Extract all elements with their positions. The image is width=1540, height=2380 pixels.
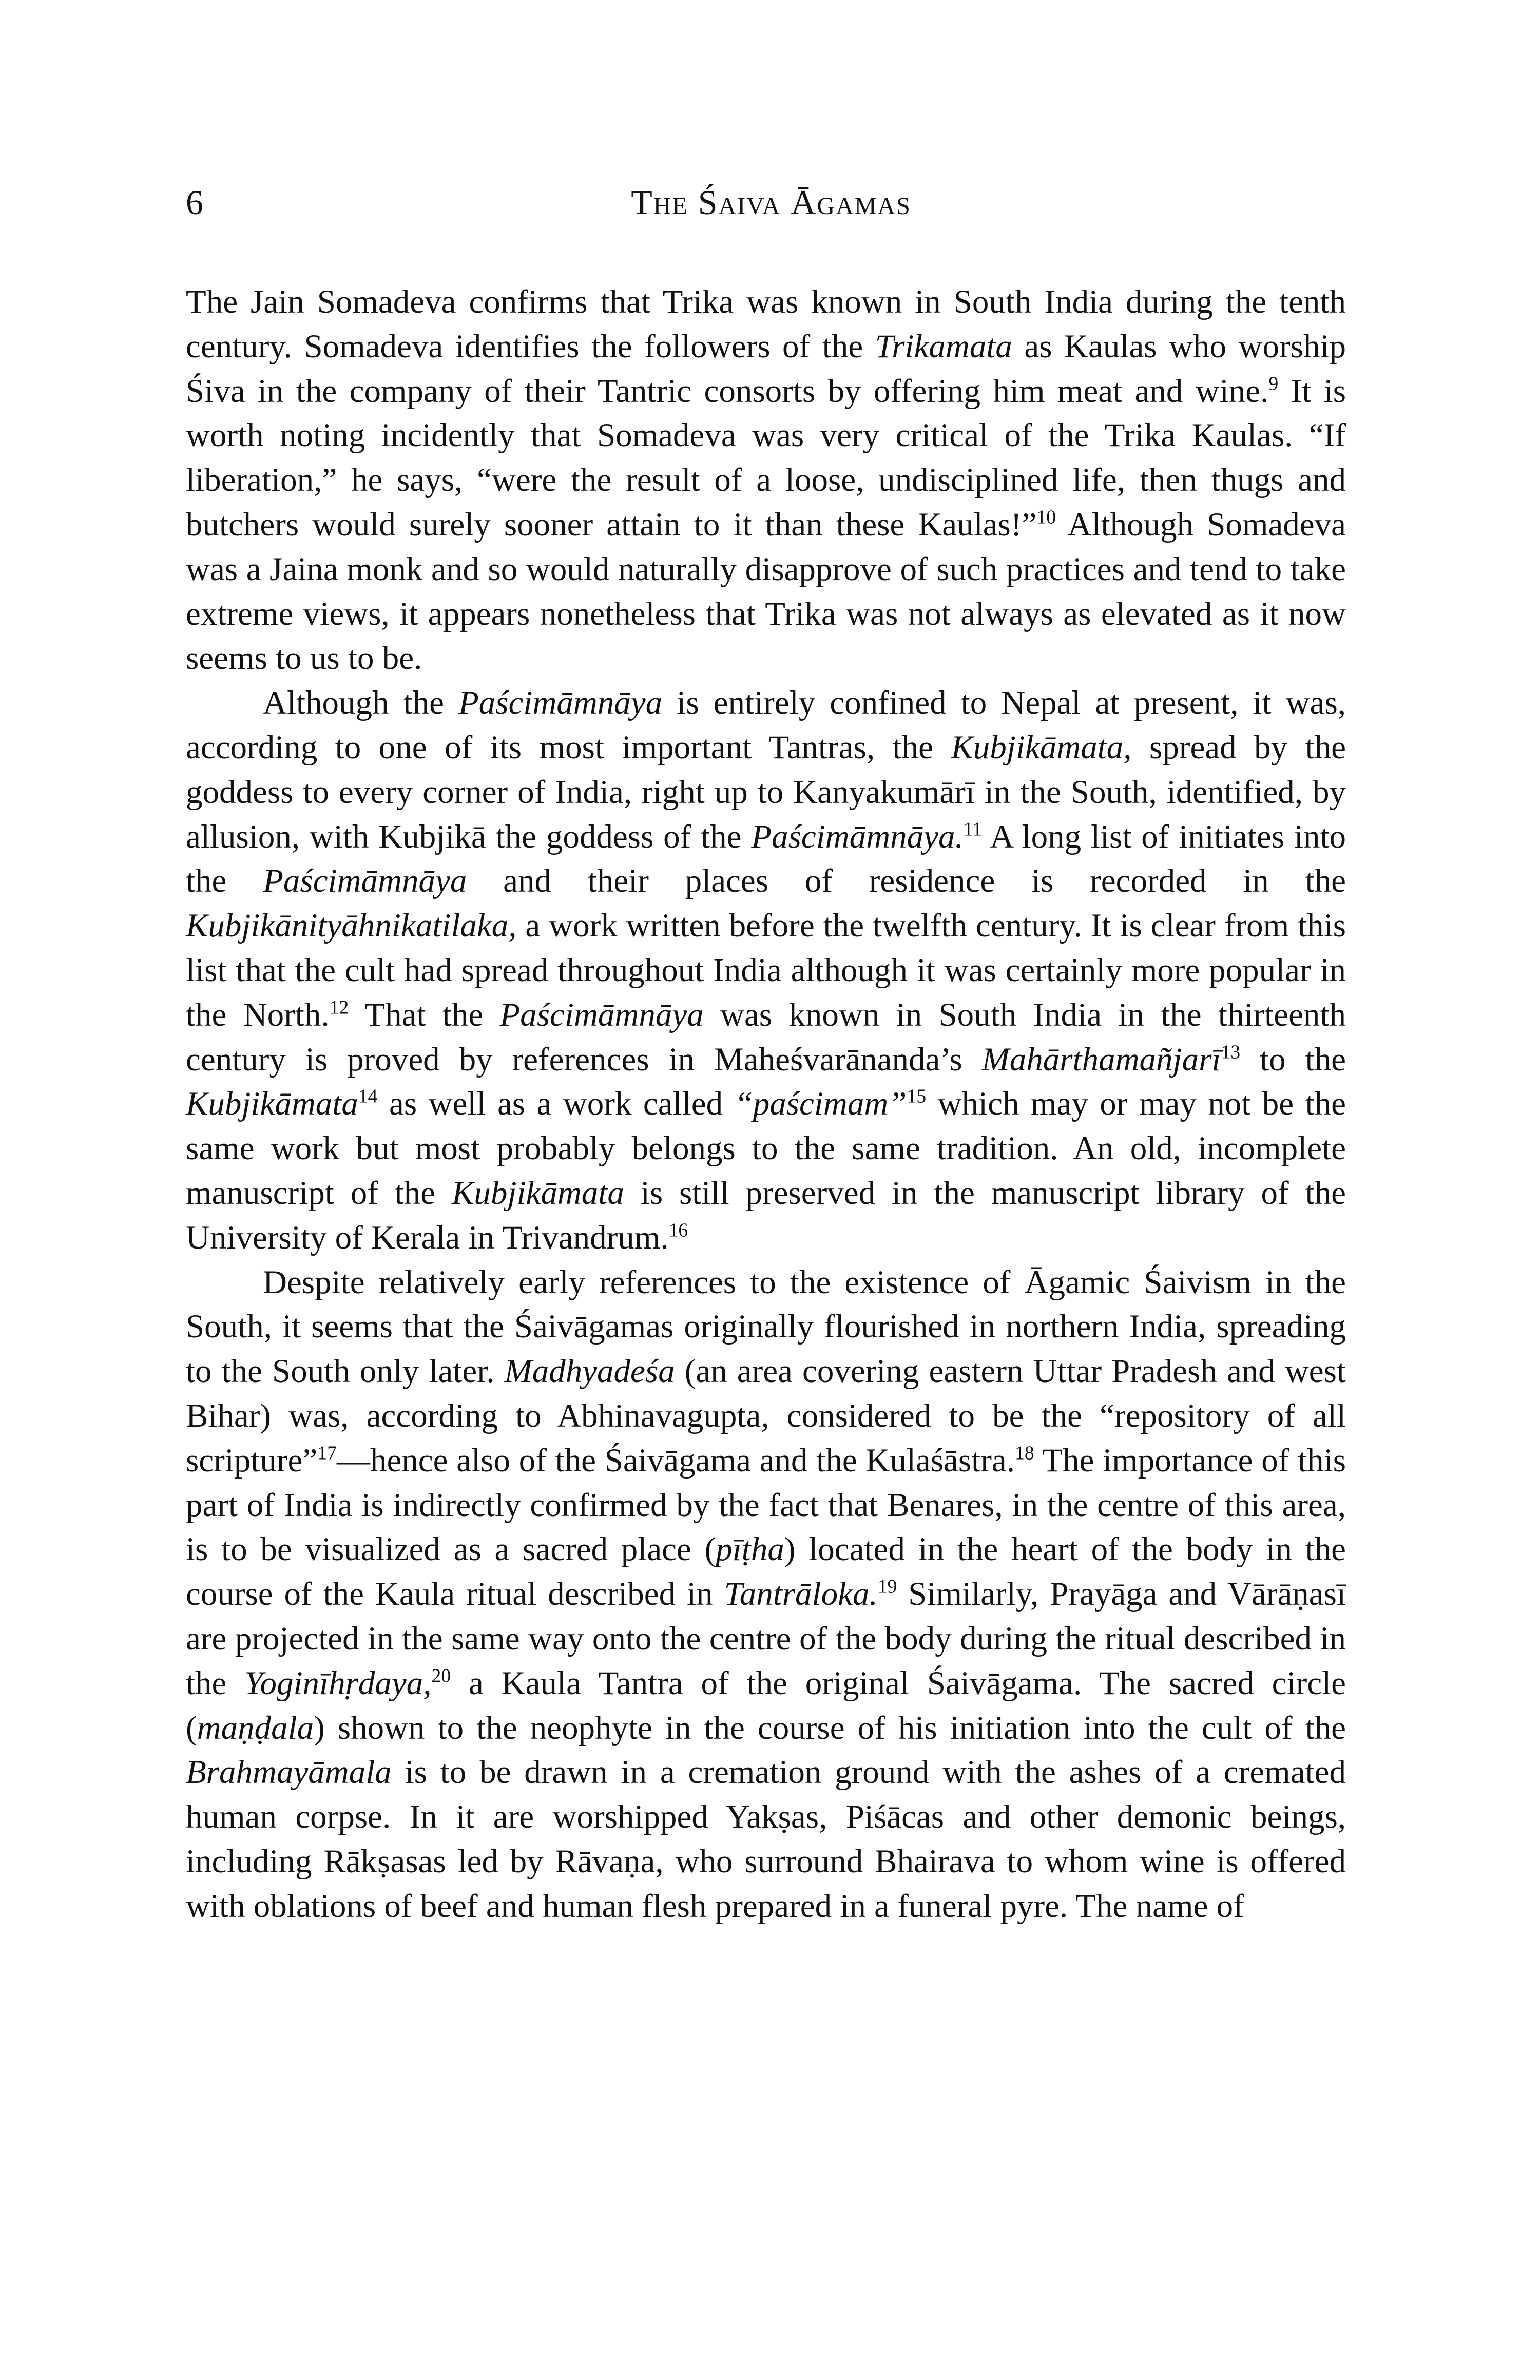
page-header bbox=[186, 185, 1356, 246]
italic-term: Kubjikāmata bbox=[186, 1085, 358, 1123]
italic-term: Kubjikāmata bbox=[452, 1174, 624, 1212]
paragraph bbox=[186, 1260, 1346, 1929]
text-run: is still preserved in the manuscript library of the University of Kerala in Trivandrum. bbox=[186, 1174, 1346, 1256]
text-run: spread by the goddess to every corner of India, right up to Kanyakumārī in the South, identified, by allusion, with Kubjikā the goddess of the bbox=[186, 728, 1346, 855]
footnote-ref: 20 bbox=[431, 1665, 451, 1687]
footnote-ref: 9 bbox=[1268, 373, 1279, 395]
running-head: The Śaiva Āgamas bbox=[631, 183, 911, 222]
text-run: A long list of initiates into the bbox=[186, 818, 1346, 900]
text-run: a work written before the twelfth century. It is clear from this list that the cult had spread throughout India although it was certainly more popular in the North. bbox=[186, 907, 1346, 1033]
text-run: That the bbox=[349, 996, 500, 1033]
footnote-ref: 14 bbox=[358, 1085, 378, 1107]
footnote-ref: 18 bbox=[1015, 1442, 1034, 1464]
text-run: The importance of this part of India is indirectly confirmed by the fact that Benares, in the centre of this area, is to be visualized as a sacred place ( bbox=[186, 1442, 1346, 1568]
footnote-ref: 15 bbox=[907, 1085, 927, 1107]
italic-term: Tantrāloka. bbox=[724, 1576, 878, 1613]
text-run: It is worth noting incidently that Somadeva was very critical of the Trika Kaulas. “If liberation,” he says, “were the result of a loose, undisciplined life, then thugs and butchers would surely sooner attain to it than these Kaulas!” bbox=[186, 372, 1346, 543]
text-run: ) shown to the neophyte in the course of his initiation into the cult of the bbox=[314, 1709, 1346, 1746]
footnote-ref: 17 bbox=[317, 1442, 337, 1464]
italic-term: Paścimāmnāya. bbox=[751, 818, 964, 855]
italic-term: Kubjikāmata, bbox=[951, 728, 1132, 766]
text-run: ) located in the heart of the body in the course of the Kaula ritual described in bbox=[186, 1531, 1346, 1613]
text-run: —hence also of the Śaivāgama and the Kulaśāstra. bbox=[336, 1442, 1015, 1479]
text-run: is entirely confined to Nepal at present, it was, according to one of its most important Tantras, the bbox=[186, 684, 1346, 766]
text-run: was known in South India in the thirteenth century is proved by references in Maheśvarānanda’s bbox=[186, 996, 1346, 1078]
paragraph bbox=[186, 280, 1346, 681]
italic-term: Trikamata bbox=[875, 328, 1012, 365]
text-run: Although Somadeva was a Jaina monk and so would naturally disapprove of such practices and tend to take extreme views, it appears nonetheless that Trika was not always as elevated as it now seems to us to be. bbox=[186, 506, 1346, 677]
text-run: Despite relatively early references to the existence of Āgamic Śaivism in the South, it seems that the Śaivāgamas originally flourished in northern India, spreading to the South only later. bbox=[186, 1263, 1346, 1390]
footnote-ref: 19 bbox=[877, 1576, 897, 1598]
text-run: is to be drawn in a cremation ground with the ashes of a cremated human corpse. In it are worshipped Yakṣas, Piśācas and other demonic beings, including Rākṣasas led by Rāvaṇa, who surround Bhairava to whom wine is offered with oblations of beef and human flesh prepared in a funeral pyre. The name of bbox=[186, 1754, 1346, 1925]
text-run: Similarly, Prayāga and Vārāṇasī are projected in the same way onto the centre of the body during the ritual described in the bbox=[186, 1576, 1346, 1702]
text-run: a Kaula Tantra of the original Śaivāgama. The sacred circle ( bbox=[186, 1664, 1346, 1746]
page-number: 6 bbox=[186, 183, 203, 222]
italic-term: Madhyadeśa bbox=[504, 1353, 675, 1390]
text-run: as well as a work called bbox=[377, 1085, 735, 1123]
text-run: and their places of residence is recorded in the bbox=[467, 862, 1346, 900]
italic-term: “paścimam” bbox=[734, 1085, 907, 1123]
text-run: (an area covering eastern Uttar Pradesh and west Bihar) was, according to Abhinavagupta, considered to be the “repository of all scripture” bbox=[186, 1353, 1346, 1479]
footnote-ref: 12 bbox=[329, 996, 349, 1019]
italic-term: Mahārthamañjarī bbox=[981, 1041, 1221, 1078]
italic-term: maṇḍala bbox=[197, 1709, 314, 1746]
italic-term: pīṭha bbox=[716, 1531, 784, 1568]
italic-term: Paścimāmnāya bbox=[499, 996, 704, 1033]
text-run: as Kaulas who worship Śiva in the company of their Tantric consorts by offering him meat and wine. bbox=[186, 328, 1346, 410]
text-run: which may or may not be the same work but most probably belongs to the same tradition. An old, incomplete manuscript of the bbox=[186, 1085, 1346, 1212]
text-run: The Jain Somadeva confirms that Trika was known in South India during the tenth century. Somadeva identifies the followers of the bbox=[186, 283, 1346, 365]
text-run: Although the bbox=[263, 684, 459, 722]
body-text bbox=[186, 280, 1346, 1928]
paragraph bbox=[186, 681, 1346, 1260]
footnote-ref: 16 bbox=[668, 1219, 688, 1241]
italic-term: Kubjikānityāhnikatilaka, bbox=[186, 907, 517, 945]
text-run: to the bbox=[1240, 1041, 1346, 1078]
italic-term: Brahmayāmala bbox=[186, 1754, 392, 1791]
italic-term: Yoginīhṛdaya, bbox=[244, 1664, 432, 1702]
italic-term: Paścimāmnāya bbox=[458, 684, 663, 722]
footnote-ref: 11 bbox=[963, 818, 983, 840]
footnote-ref: 13 bbox=[1221, 1041, 1241, 1063]
footnote-ref: 10 bbox=[1036, 506, 1056, 528]
italic-term: Paścimāmnāya bbox=[263, 862, 467, 900]
